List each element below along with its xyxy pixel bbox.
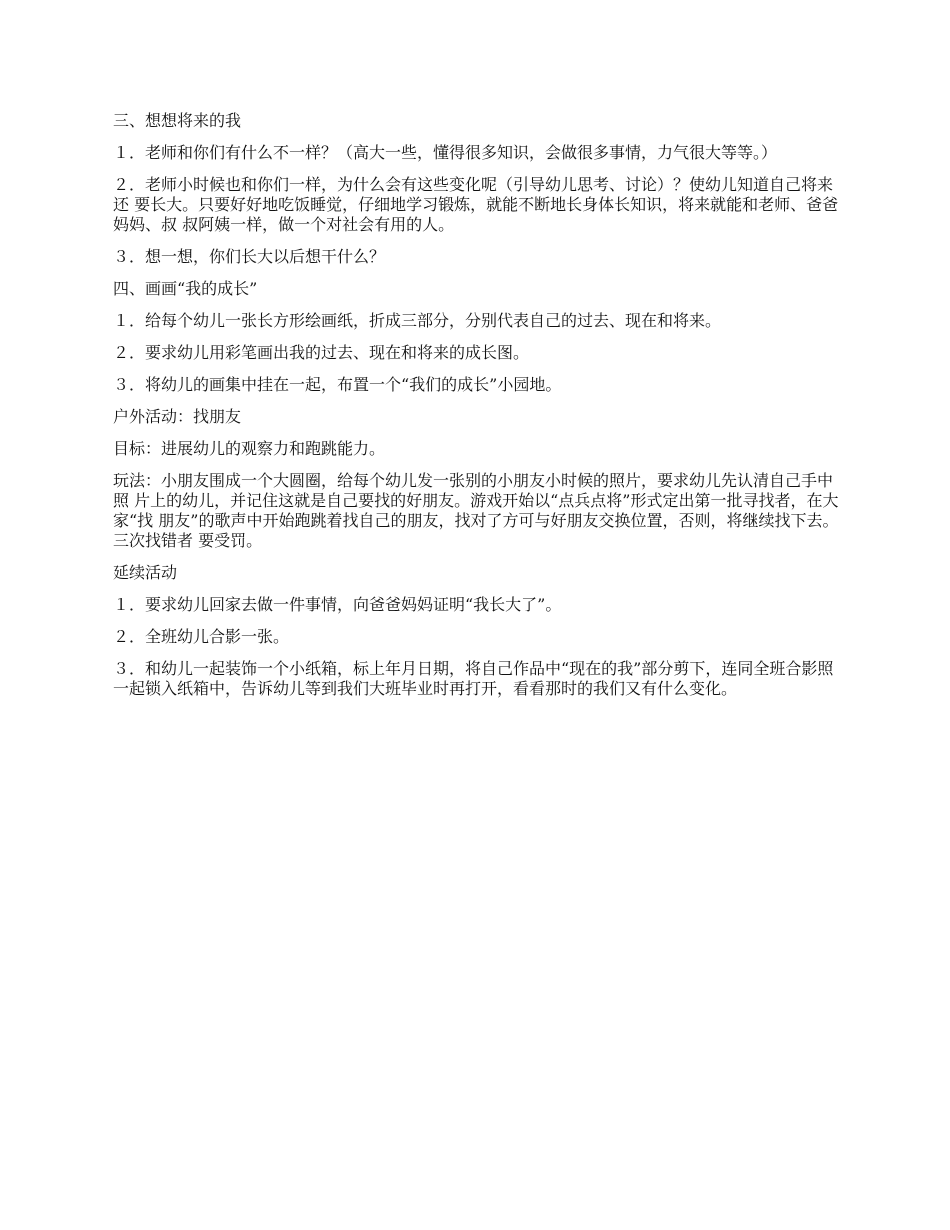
paragraph-item: ３．将幼儿的画集中挂在一起，布置一个“我们的成长”小园地。 [113,375,562,394]
section-heading-extension: 延续活动 [113,563,178,582]
paragraph-item: ２．全班幼儿合影一张。 [113,627,290,646]
section-heading-outdoor: 户外活动：找朋友 [113,407,242,426]
paragraph-goal: 目标：进展幼儿的观察力和跑跳能力。 [113,439,386,458]
document-body [113,111,843,711]
paragraph-item: １．要求幼儿回家去做一件事情，向爸爸妈妈证明“我长大了”。 [113,595,562,614]
paragraph-item: ３．和幼儿一起装饰一个小纸箱，标上年月日期，将自己作品中“现在的我”部分剪下，连同全班合影照 一起锁入纸箱中，告诉幼儿等到我们大班毕业时再打开，看看那时的我们又有什么变化。 [113,659,834,698]
paragraph-rules: 玩法：小朋友围成一个大圆圈，给每个幼儿发一张别的小朋友小时候的照片，要求幼儿先认清自己手中照 片上的幼儿，并记住这就是自己要找的好朋友。游戏开始以“点兵点将”形式定出第一批寻找者，在大家“找 朋友”的歌声中开始跑跳着找自己的朋友，找对了方可与好朋友交换位置，否则，将继续找下去。三次找错者 要受罚。 [113,471,839,550]
section-heading-drawing: 四、画画“我的成长” [113,279,258,298]
section-heading-future: 三、想想将来的我 [113,111,242,130]
paragraph-item: １．给每个幼儿一张长方形绘画纸，折成三部分，分别代表自己的过去、现在和将来。 [113,311,722,330]
paragraph-item: ３．想一想，你们长大以后想干什么？ [113,247,386,266]
paragraph-item: ２．老师小时候也和你们一样，为什么会有这些变化呢（引导幼儿思考、讨论）？使幼儿知道自己将来还 要长大。只要好好地吃饭睡觉，仔细地学习锻炼，就能不断地长身体长知识，将来就能和老师、爸爸妈妈、叔 叔阿姨一样，做一个对社会有用的人。 [113,175,839,234]
paragraph-item: １．老师和你们有什么不一样？（高大一些，懂得很多知识，会做很多事情，力气很大等等。） [113,143,778,162]
paragraph-item: ２．要求幼儿用彩笔画出我的过去、现在和将来的成长图。 [113,343,530,362]
